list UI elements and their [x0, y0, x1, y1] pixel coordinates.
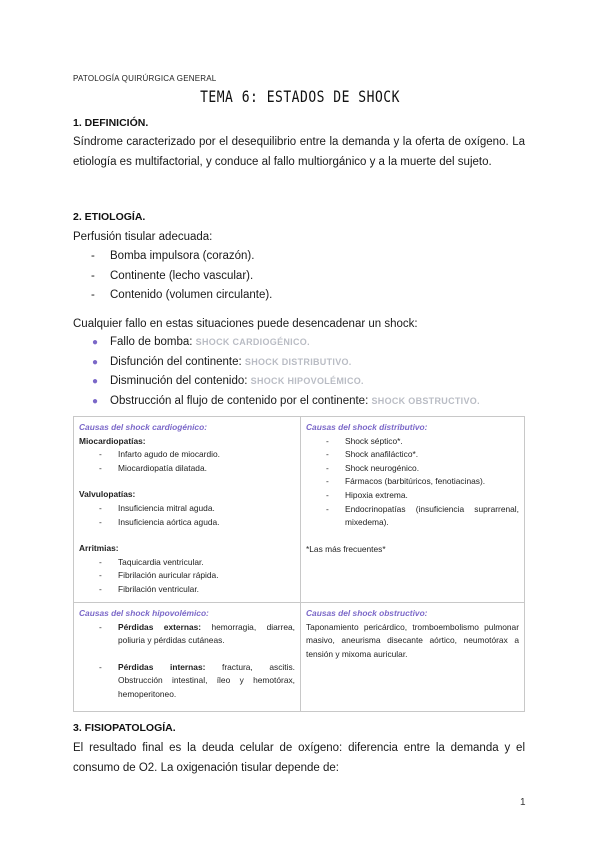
perfusion-intro: Perfusión tisular adecuada:: [73, 231, 213, 243]
page-title: [0, 88, 600, 107]
group-title: Arritmias:: [79, 543, 119, 554]
frequency-note: *Las más frecuentes*: [306, 543, 386, 554]
caption-obstructive: Causas del shock obstructivo:: [306, 608, 428, 618]
list-item: - Endocrinopatías (insuficiencia suprarrenal, mixedema).: [326, 503, 519, 528]
caption-hypovolemic: Causas del shock hipovolémico:: [79, 608, 209, 618]
list-item: - Infarto agudo de miocardio.: [99, 449, 220, 460]
shock-tag: SHOCK HIPOVOLÉMICO.: [250, 376, 364, 387]
list-item: ● Disfunción del continente: SHOCK DISTRIBUTIVO.: [91, 353, 480, 373]
bullet-icon: ●: [92, 356, 99, 368]
caption-cardiogenic: Causas del shock cardiogénico:: [79, 422, 207, 432]
list-item: - Fármacos (barbitúricos, fenotiacinas).: [326, 476, 486, 487]
list-item: - Taquicardia ventricular.: [99, 556, 204, 567]
physiopathology-paragraph: El resultado final es la deuda celular de oxígeno: diferencia entre la demanda y el consumo de O2. La oxigenación tisular depende de:: [73, 742, 525, 774]
list-item: - Pérdidas externas: hemorragia, diarrea, poliuria y pérdidas cutáneas.: [99, 621, 295, 646]
shock-causes-table: [73, 416, 525, 712]
list-item: - Contenido (volumen circulante).: [91, 289, 273, 302]
shock-tag: SHOCK DISTRIBUTIVO.: [244, 356, 352, 367]
list-item: - Hipoxia extrema.: [326, 489, 408, 500]
group-title: Miocardiopatías:: [79, 435, 146, 446]
page-title-text: TEMA 6: ESTADOS DE SHOCK: [200, 88, 400, 107]
cell-obstructive: [301, 603, 525, 712]
list-item: - Continente (lecho vascular).: [91, 269, 254, 282]
list-item: - Insuficiencia mitral aguda.: [99, 502, 215, 513]
list-item: - Shock anafiláctico*.: [326, 449, 419, 460]
list-item: - Pérdidas internas: fractura, ascitis. Obstrucción intestinal, íleo y hemotórax, hemoperitoneo.: [99, 661, 295, 699]
list-item: - Fibrilación auricular rápida.: [99, 570, 219, 581]
list-item: ● Disminución del contenido: SHOCK HIPOVOLÉMICO.: [91, 372, 480, 392]
perfusion-components-list: [91, 247, 272, 306]
section-heading-definicion: 1. DEFINICIÓN.: [73, 117, 149, 129]
section-heading-etiologia: 2. ETIOLOGÍA.: [73, 211, 146, 223]
cell-hypovolemic: [74, 603, 301, 712]
list-item: - Shock neurogénico.: [326, 462, 420, 473]
list-item: - Insuficiencia aórtica aguda.: [99, 516, 220, 527]
shock-tag: SHOCK CARDIOGÉNICO.: [195, 337, 310, 347]
list-item: ● Obstrucción al flujo de contenido por el continente: SHOCK OBSTRUCTIVO.: [91, 392, 480, 412]
obstructive-text: Taponamiento pericárdico, tromboembolismo pulmonar masivo, aneurisma disecante aórtico, neumotórax a tensión y mixoma auricular.: [306, 621, 519, 659]
cell-cardiogenic: [74, 417, 301, 603]
group-title: Valvulopatías:: [79, 489, 136, 500]
list-item: - Bomba impulsora (corazón).: [91, 250, 255, 262]
list-item: - Fibrilación ventricular.: [99, 583, 199, 594]
bullet-icon: ●: [92, 337, 99, 348]
page-number: 1: [520, 797, 526, 808]
bullet-icon: ●: [92, 376, 99, 388]
bullet-icon: ●: [92, 396, 99, 408]
shock-tag: SHOCK OBSTRUCTIVO.: [371, 396, 480, 407]
section-heading-fisiopatologia: 3. FISIOPATOLOGÍA.: [73, 722, 176, 734]
list-item: - Miocardiopatía dilatada.: [99, 462, 207, 473]
list-item: ● Fallo de bomba: SHOCK CARDIOGÉNICO.: [91, 333, 480, 353]
list-item: - Shock séptico*.: [326, 435, 403, 446]
shock-types-list: [91, 333, 480, 412]
failure-intro: Cualquier fallo en estas situaciones puede desencadenar un shock:: [73, 318, 418, 330]
definition-paragraph: Síndrome caracterizado por el desequilibrio entre la demanda y la oferta de oxígeno. La etiología es multifactorial, y conduce al fallo multiorgánico y a la muerte del sujeto.: [73, 136, 525, 168]
course-header: PATOLOGÍA QUIRÚRGICA GENERAL: [73, 74, 217, 83]
cell-distributive: [301, 417, 525, 603]
caption-distributive: Causas del shock distributivo:: [306, 422, 428, 432]
